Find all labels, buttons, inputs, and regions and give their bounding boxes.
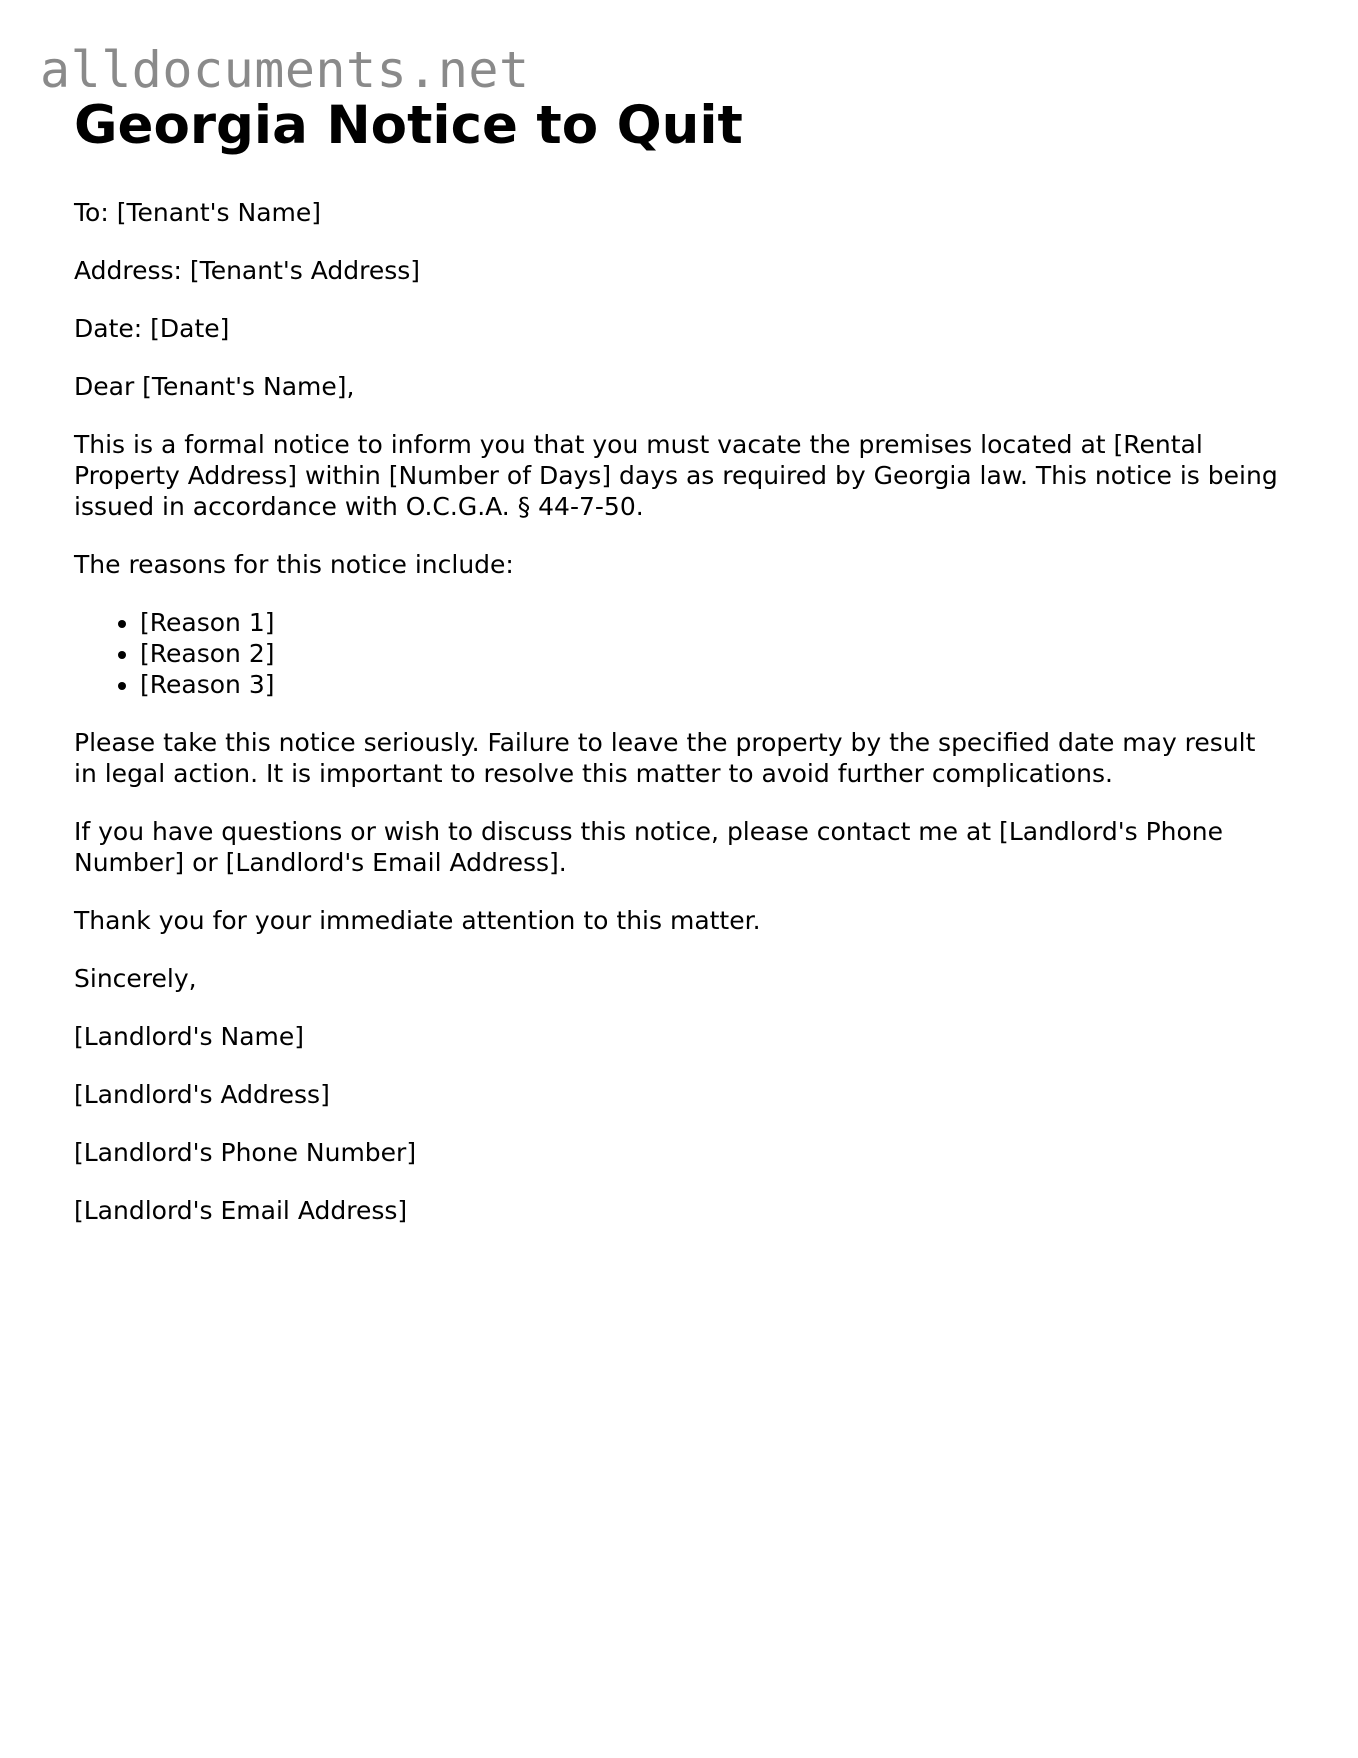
site-watermark: alldocuments.net	[40, 41, 530, 99]
reasons-heading: The reasons for this notice include:	[74, 550, 514, 579]
address-line: Address: [Tenant's Address]	[74, 256, 421, 285]
intro-paragraph: This is a formal notice to inform you that you must vacate the premises located at [Rental Property Address] within [Number of Days] days as required by Georgia law. This notice is being issued in accordance with O.C.G.A. § 44-7-50.	[74, 430, 1278, 521]
reason-item: • [Reason 1]	[140, 607, 1284, 638]
recipient-line: To: [Tenant's Name]	[74, 198, 322, 227]
salutation: Dear [Tenant's Name],	[74, 372, 355, 401]
thanks-line: Thank you for your immediate attention to this matter.	[74, 906, 761, 935]
signature-phone: [Landlord's Phone Number]	[74, 1138, 417, 1167]
date-line: Date: [Date]	[74, 314, 230, 343]
signature-address: [Landlord's Address]	[74, 1080, 330, 1109]
reason-item: • [Reason 3]	[140, 669, 1284, 700]
closing-line: Sincerely,	[74, 964, 197, 993]
signature-email: [Landlord's Email Address]	[74, 1196, 408, 1225]
warning-paragraph: Please take this notice seriously. Failure to leave the property by the specified date may result in legal action. It is important to resolve this matter to avoid further complications.	[74, 728, 1256, 788]
reason-item: • [Reason 2]	[140, 638, 1284, 669]
signature-name: [Landlord's Name]	[74, 1022, 305, 1051]
contact-paragraph: If you have questions or wish to discuss this notice, please contact me at [Landlord's Phone Number] or [Landlord's Email Address].	[74, 817, 1224, 877]
reasons-list	[74, 607, 1284, 700]
notice-document	[74, 94, 1284, 1253]
document-title: Georgia Notice to Quit	[74, 95, 743, 156]
